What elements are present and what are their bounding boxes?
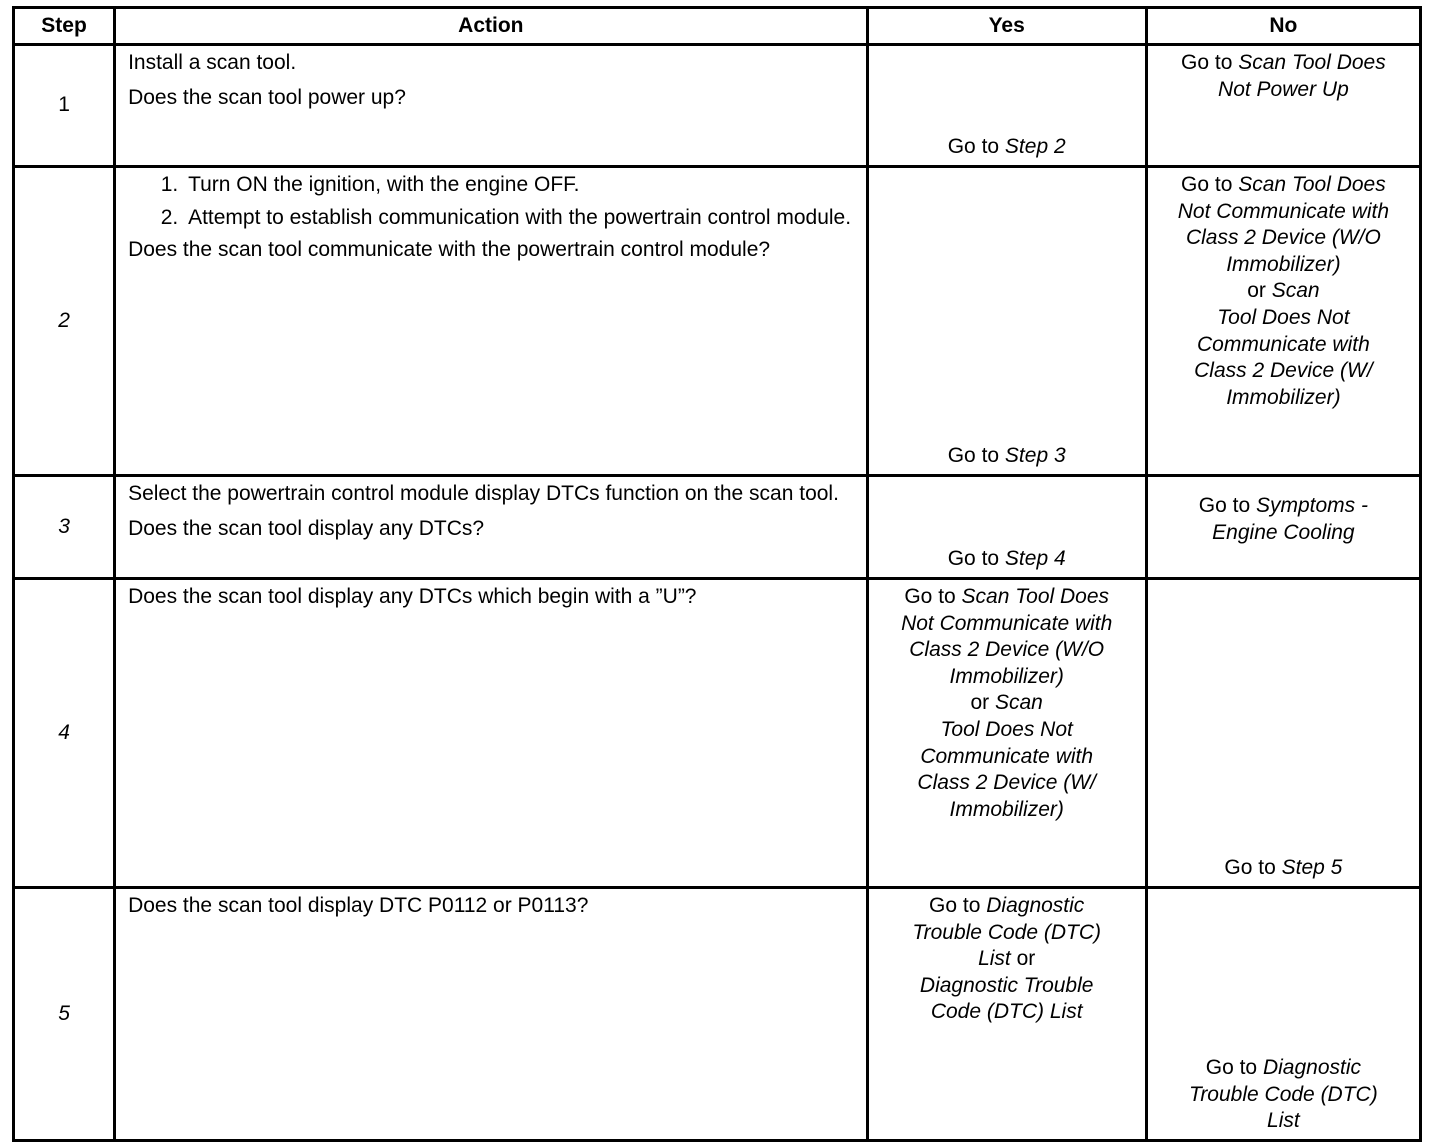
yes-cell xyxy=(867,476,1146,579)
step-cell xyxy=(14,888,115,1141)
step-cell xyxy=(14,476,115,579)
no-cell xyxy=(1146,167,1420,476)
action-list-item: 1. Turn ON the ignition, with the engine OFF. xyxy=(184,172,856,199)
step-number: 5 xyxy=(58,1001,70,1025)
action-list xyxy=(128,172,856,231)
no-result: Go to Diagnostic Trouble Code (DTC) List xyxy=(1189,1056,1378,1133)
yes-cell xyxy=(867,579,1146,888)
step-cell xyxy=(14,579,115,888)
yes-cell xyxy=(867,167,1146,476)
no-cell xyxy=(1146,579,1420,888)
no-result: Go to Scan Tool Does Not Communicate with Class 2 Device (W/O Immobilizer) or Scan Tool Does Not Communicate with Class 2 Device (W/ Immobilizer) xyxy=(1177,173,1390,409)
no-result: Go to Step 5 xyxy=(1224,856,1343,880)
header-step: Step xyxy=(14,8,115,45)
yes-result: Go to Step 4 xyxy=(947,547,1066,571)
header-yes: Yes xyxy=(867,8,1146,45)
action-cell xyxy=(115,167,868,476)
yes-cell xyxy=(867,888,1146,1141)
step-number: 3 xyxy=(58,514,70,538)
step-cell xyxy=(14,167,115,476)
yes-result: Go to Step 3 xyxy=(947,444,1066,468)
action-question: Does the scan tool communicate with the powertrain control module? xyxy=(128,238,771,262)
action-cell xyxy=(115,579,868,888)
action-cell xyxy=(115,888,868,1141)
header-no: No xyxy=(1146,8,1420,45)
action-cell xyxy=(115,476,868,579)
table-row xyxy=(14,167,1421,476)
action-text: Install a scan tool. xyxy=(128,51,297,74)
step-number: 4 xyxy=(58,720,70,744)
no-cell xyxy=(1146,476,1420,579)
yes-result: Go to Step 2 xyxy=(947,135,1066,159)
header-row xyxy=(14,8,1421,45)
action-question: Does the scan tool power up? xyxy=(128,85,406,109)
table-row xyxy=(14,888,1421,1141)
table-row xyxy=(14,476,1421,579)
yes-result: Go to Diagnostic Trouble Code (DTC) List or Diagnostic Trouble Code (DTC) List xyxy=(912,894,1102,1024)
no-result: Go to Scan Tool Does Not Power Up xyxy=(1181,51,1386,101)
header-action: Action xyxy=(115,8,868,45)
no-result: Go to Symptoms - Engine Cooling xyxy=(1198,494,1368,544)
step-number: 2 xyxy=(58,308,70,332)
table-row xyxy=(14,45,1421,167)
action-question: Does the scan tool display any DTCs which begin with a ”U”? xyxy=(128,585,697,608)
yes-cell xyxy=(867,45,1146,167)
no-cell xyxy=(1146,45,1420,167)
table-row xyxy=(14,579,1421,888)
diagnostic-table xyxy=(12,6,1422,1142)
action-question: Does the scan tool display DTC P0112 or P0113? xyxy=(128,894,589,917)
no-cell xyxy=(1146,888,1420,1141)
action-list-item: 2. Attempt to establish communication with the powertrain control module. xyxy=(184,205,856,232)
action-text: Select the powertrain control module display DTCs function on the scan tool. xyxy=(128,482,839,505)
action-cell xyxy=(115,45,868,167)
step-number: 1 xyxy=(58,93,70,117)
action-question: Does the scan tool display any DTCs? xyxy=(128,516,485,540)
step-cell xyxy=(14,45,115,167)
yes-result: Go to Scan Tool Does Not Communicate with Class 2 Device (W/O Immobilizer) or Scan Tool Does Not Communicate with Class 2 Device (W/ Immobilizer) xyxy=(901,585,1113,821)
